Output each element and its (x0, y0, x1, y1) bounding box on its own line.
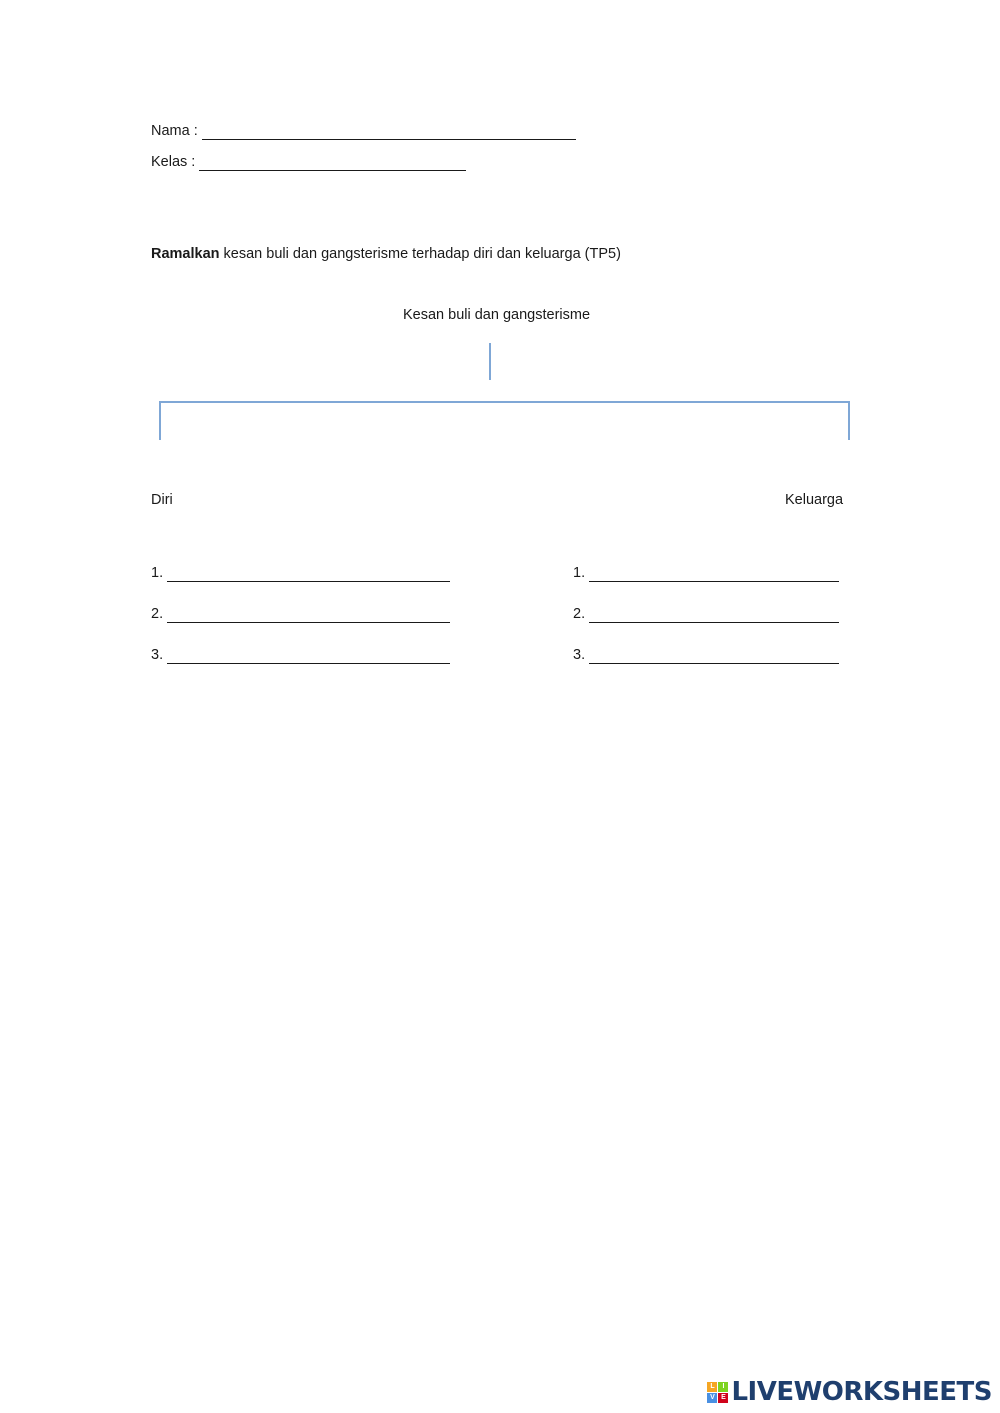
instruction-text (151, 245, 621, 263)
diagram-left-drop-line (159, 401, 161, 440)
right-answer-line[interactable] (589, 567, 839, 582)
logo-tile: V (707, 1393, 717, 1403)
instruction-rest: kesan buli dan gangsterisme terhadap diri dan keluarga (TP5) (219, 246, 621, 262)
left-branch-label: Diri (151, 492, 173, 508)
left-answer-2[interactable] (151, 605, 450, 623)
name-label: Nama : (151, 123, 198, 139)
left-answer-line[interactable] (167, 608, 450, 623)
right-answer-number: 3. (573, 647, 586, 663)
left-answer-number: 3. (151, 647, 164, 663)
right-answer-number: 1. (573, 565, 586, 581)
instruction-bold-word: Ramalkan (151, 246, 220, 262)
logo-tile: I (718, 1382, 728, 1392)
left-answer-1[interactable] (151, 564, 450, 582)
left-answer-number: 2. (151, 606, 164, 622)
left-answer-line[interactable] (167, 649, 450, 664)
right-branch-label: Keluarga (785, 492, 844, 508)
left-answer-number: 1. (151, 565, 164, 581)
right-answer-number: 2. (573, 606, 586, 622)
right-answer-line[interactable] (589, 608, 839, 623)
right-answer-3[interactable] (573, 646, 839, 664)
brand-name: LIVEWORKSHEETS (731, 1377, 992, 1407)
liveworksheets-brand (707, 1377, 992, 1407)
diagram-horizontal-line (159, 401, 849, 403)
class-blank-line[interactable] (199, 156, 466, 171)
right-answer-line[interactable] (589, 649, 839, 664)
class-field[interactable] (151, 153, 466, 171)
left-answer-3[interactable] (151, 646, 450, 664)
class-label: Kelas : (151, 154, 196, 170)
right-answer-2[interactable] (573, 605, 839, 623)
diagram-right-drop-line (848, 401, 850, 440)
diagram-top-label: Kesan buli dan gangsterisme (403, 307, 591, 323)
diagram-stem-line (489, 343, 491, 380)
right-answer-1[interactable] (573, 564, 839, 582)
logo-tile: L (707, 1382, 717, 1392)
logo-tile: E (718, 1393, 728, 1403)
liveworksheets-logo-icon (707, 1382, 728, 1403)
name-blank-line[interactable] (202, 125, 576, 140)
name-field[interactable] (151, 122, 576, 140)
left-answer-line[interactable] (167, 567, 450, 582)
